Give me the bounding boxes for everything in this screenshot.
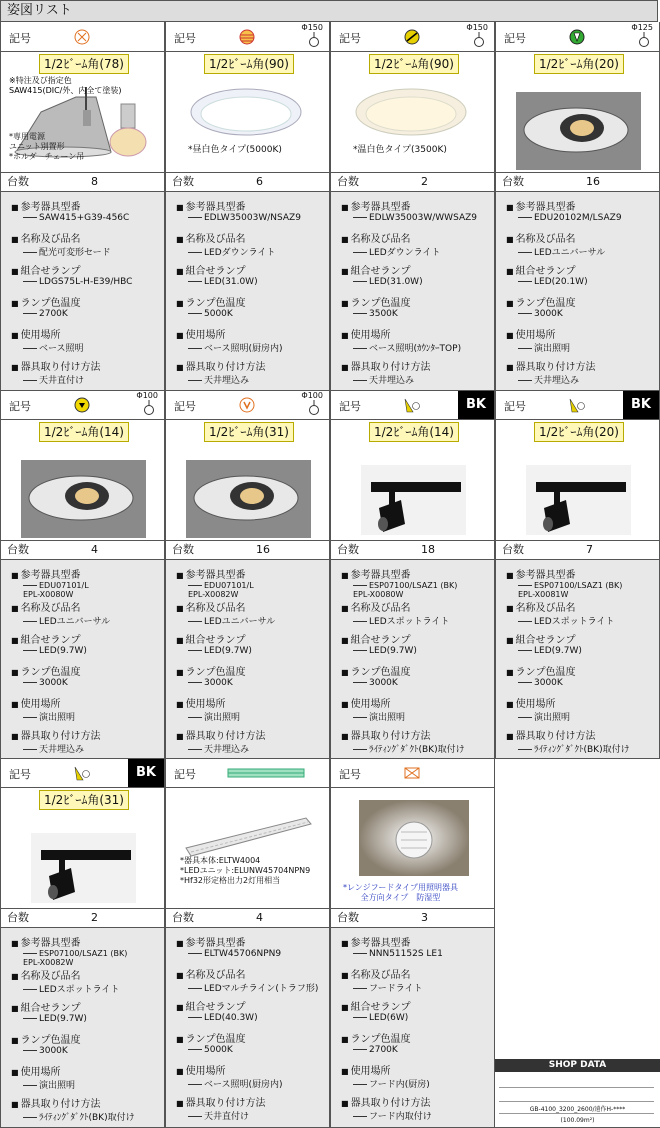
spec-list xyxy=(331,928,494,1128)
spec-list xyxy=(496,192,659,390)
spec-heading: ■ 名称及び品名 xyxy=(176,230,246,245)
spec-value: ESP07100/LSAZ1 (BK) EPL-X0081W xyxy=(518,581,623,599)
spec-heading: ■ 組合せランプ xyxy=(11,262,81,277)
spec-heading: ■ 組合せランプ xyxy=(11,999,81,1014)
spec-value: ﾗｲﾃｨﾝｸﾞﾀﾞｸﾄ(BK)取付け xyxy=(23,1110,135,1123)
spec-value: LED(9.7W) xyxy=(188,646,252,656)
count-label: 台数 xyxy=(502,543,524,556)
fixture-header xyxy=(1,758,164,788)
spec-value: LED(20.1W) xyxy=(518,277,588,287)
spotlight-symbol-icon xyxy=(568,396,586,414)
spec-heading: ■ 参考器具型番 xyxy=(11,934,81,949)
spec-value: EDU07101/L EPL-X0082W xyxy=(188,581,254,599)
spec-heading: ■ 組合せランプ xyxy=(506,262,576,277)
fixture-caption: *昼白色タイプ(5000K) xyxy=(188,145,282,155)
spec-value: LED(9.7W) xyxy=(353,646,417,656)
fixture-cell xyxy=(0,390,165,758)
downlight-5000k-symbol-icon xyxy=(238,28,256,46)
fixture-note: ※特注及び指定色 SAW415(DIC/外、内全て塗装) xyxy=(9,76,122,95)
fixture-cell xyxy=(165,758,330,1128)
fixture-note-secondary: *専用電源 ユニット別置形 *ホルダ チェーン吊 xyxy=(9,132,85,161)
spec-list xyxy=(331,560,494,758)
spec-value: ESP07100/LSAZ1 (BK) EPL-X0082W xyxy=(23,949,128,967)
symbol-label: 記号 xyxy=(339,768,361,781)
row-divider xyxy=(0,758,660,759)
fixture-image xyxy=(166,788,329,908)
pendant-icon xyxy=(472,32,486,48)
count-row xyxy=(1,540,164,560)
beam-angle-label: 1/2ﾋﾞｰﾑ角(78) xyxy=(39,54,129,74)
symbol-label: 記号 xyxy=(9,400,31,413)
spec-value: 演出照明 xyxy=(518,341,570,354)
spec-heading: ■ 組合せランプ xyxy=(176,262,246,277)
spec-heading: ■ 使用場所 xyxy=(341,695,391,710)
spec-list xyxy=(166,928,329,1128)
black-finish-badge: BK xyxy=(128,758,164,787)
spec-heading: ■ 参考器具型番 xyxy=(341,198,411,213)
spec-value: LED(9.7W) xyxy=(23,646,87,656)
spec-value: 3000K xyxy=(353,678,398,688)
spec-heading: ■ 参考器具型番 xyxy=(341,566,411,581)
spec-heading: ■ 参考器具型番 xyxy=(11,566,81,581)
fixture-note: *器具本体:ELTW4004 *LEDユニット:ELUNW45704NPN9 *Hf32形定格出力2灯用相当 xyxy=(180,856,311,885)
spec-value: LED(31.0W) xyxy=(353,277,423,287)
spec-heading: ■ 組合せランプ xyxy=(176,998,246,1013)
beam-angle-label: 1/2ﾋﾞｰﾑ角(14) xyxy=(369,422,459,442)
downlight-3500k-symbol-icon xyxy=(403,28,421,46)
page-title: 姿図リスト xyxy=(0,0,658,22)
fixture-cell xyxy=(495,390,660,758)
pendant-icon xyxy=(142,400,156,416)
count-label: 台数 xyxy=(337,911,359,924)
spec-heading: ■ 名称及び品名 xyxy=(341,599,411,614)
beam-angle-label: 1/2ﾋﾞｰﾑ角(20) xyxy=(534,54,624,74)
spec-value: LEDダウンライト xyxy=(353,245,440,258)
spec-value: EDLW35003W/NSAZ9 xyxy=(188,213,301,223)
spec-heading: ■ 器具取り付け方法 xyxy=(341,1094,431,1109)
symbol-label: 記号 xyxy=(339,32,361,45)
spec-value: LEDユニバーサル xyxy=(518,245,605,258)
diameter-label: Φ125 xyxy=(631,23,653,32)
spec-value: 3000K xyxy=(23,1046,68,1056)
beam-angle-label: 1/2ﾋﾞｰﾑ角(20) xyxy=(534,422,624,442)
spec-list xyxy=(166,560,329,758)
spec-heading: ■ 使用場所 xyxy=(506,695,556,710)
spec-value: 5000K xyxy=(188,309,233,319)
spec-heading: ■ 名称及び品名 xyxy=(176,966,246,981)
shop-plan-code: GB-4100_3200_2600/遠作H-**** xyxy=(529,1106,626,1113)
spec-value: 3000K xyxy=(188,678,233,688)
symbol-label: 記号 xyxy=(504,32,526,45)
count-row xyxy=(166,172,329,192)
diameter-label: Φ100 xyxy=(301,391,323,400)
spec-heading: ■ ランプ色温度 xyxy=(341,294,411,309)
spec-value: ベース照明(ｶｳﾝﾀｰTOP) xyxy=(353,341,461,354)
spec-value: SAW415+G39-456C xyxy=(23,213,129,223)
count-value: 7 xyxy=(586,543,593,556)
pendant-icon xyxy=(307,32,321,48)
count-label: 台数 xyxy=(172,911,194,924)
spec-value: 配光可変形セード xyxy=(23,245,111,258)
spec-heading: ■ 参考器具型番 xyxy=(176,566,246,581)
spec-value: LDGS75L-H-E39/HBC xyxy=(23,277,132,287)
fixture-header xyxy=(496,390,659,420)
spec-heading: ■ ランプ色温度 xyxy=(11,1031,81,1046)
symbol-label: 記号 xyxy=(9,768,31,781)
spec-heading: ■ 使用場所 xyxy=(341,326,391,341)
spec-value: ベース照明(厨房内) xyxy=(188,1077,283,1090)
count-row xyxy=(166,908,329,928)
spec-heading: ■ 名称及び品名 xyxy=(11,230,81,245)
spec-heading: ■ 使用場所 xyxy=(176,1062,226,1077)
spec-heading: ■ 器具取り付け方法 xyxy=(176,358,266,373)
count-row xyxy=(496,540,659,560)
spec-heading: ■ 器具取り付け方法 xyxy=(341,727,431,742)
spec-value: LEDマルチライン(トラフ形) xyxy=(188,981,318,994)
universal-31-symbol-icon xyxy=(238,396,256,414)
spec-heading: ■ 組合せランプ xyxy=(11,631,81,646)
spec-value: LEDスポットライト xyxy=(23,982,119,995)
count-label: 台数 xyxy=(172,543,194,556)
spec-value: NNN51152S LE1 xyxy=(353,949,443,959)
black-finish-badge: BK xyxy=(623,390,659,419)
spec-value: 5000K xyxy=(188,1045,233,1055)
fixture-header xyxy=(331,22,494,52)
spec-heading: ■ 器具取り付け方法 xyxy=(341,358,431,373)
count-row xyxy=(331,540,494,560)
spec-heading: ■ 使用場所 xyxy=(341,1062,391,1077)
row-divider xyxy=(0,390,660,391)
fixture-header xyxy=(166,390,329,420)
count-value: 8 xyxy=(91,175,98,188)
spec-heading: ■ 名称及び品名 xyxy=(176,599,246,614)
spec-value: LEDユニバーサル xyxy=(188,614,275,627)
spec-value: LED(9.7W) xyxy=(23,1014,87,1024)
fixture-caption: *温白色タイプ(3500K) xyxy=(353,145,447,155)
fixture-cell xyxy=(165,22,330,390)
spec-value: ﾗｲﾃｨﾝｸﾞﾀﾞｸﾄ(BK)取付け xyxy=(518,742,630,755)
shop-divider xyxy=(499,1113,654,1114)
spec-value: 天井直付け xyxy=(188,1109,249,1122)
spec-value: フード内取付け xyxy=(353,1109,432,1122)
spec-heading: ■ ランプ色温度 xyxy=(11,294,81,309)
spec-list xyxy=(496,560,659,758)
fixture-cell xyxy=(495,22,660,390)
count-value: 2 xyxy=(91,911,98,924)
count-value: 16 xyxy=(586,175,600,188)
fixture-cell xyxy=(0,22,165,390)
spec-value: 3000K xyxy=(518,678,563,688)
spec-value: LEDダウンライト xyxy=(188,245,275,258)
spec-heading: ■ 組合せランプ xyxy=(176,631,246,646)
count-label: 台数 xyxy=(172,175,194,188)
count-row xyxy=(496,172,659,192)
spec-heading: ■ ランプ色温度 xyxy=(11,663,81,678)
shop-area: (100.09m²) xyxy=(560,1117,595,1124)
spec-heading: ■ 器具取り付け方法 xyxy=(176,727,266,742)
spotlight-symbol-icon xyxy=(403,396,421,414)
shop-data-header: SHOP DATA xyxy=(495,1059,660,1072)
spec-value: LED(31.0W) xyxy=(188,277,258,287)
spec-value: 演出照明 xyxy=(188,710,240,723)
spec-heading: ■ ランプ色温度 xyxy=(341,663,411,678)
suspended-lamp-symbol-icon xyxy=(73,28,91,46)
spec-heading: ■ 組合せランプ xyxy=(341,262,411,277)
pendant-icon xyxy=(637,32,651,48)
spec-heading: ■ 名称及び品名 xyxy=(506,599,576,614)
spec-heading: ■ 名称及び品名 xyxy=(11,967,81,982)
spec-value: 3000K xyxy=(23,678,68,688)
spec-heading: ■ ランプ色温度 xyxy=(341,1030,411,1045)
spec-heading: ■ ランプ色温度 xyxy=(506,663,576,678)
spec-heading: ■ 器具取り付け方法 xyxy=(506,727,596,742)
spec-heading: ■ 使用場所 xyxy=(11,695,61,710)
spec-list xyxy=(166,192,329,390)
spec-value: 2700K xyxy=(23,309,68,319)
spec-value: ベース照明 xyxy=(23,341,84,354)
fixture-cell xyxy=(330,22,495,390)
count-row xyxy=(166,540,329,560)
spec-value: 演出照明 xyxy=(23,710,75,723)
spec-heading: ■ 器具取り付け方法 xyxy=(11,358,101,373)
spec-value: フードライト xyxy=(353,981,422,994)
beam-angle-label: 1/2ﾋﾞｰﾑ角(14) xyxy=(39,422,129,442)
spec-value: ﾗｲﾃｨﾝｸﾞﾀﾞｸﾄ(BK)取付け xyxy=(353,742,465,755)
beam-angle-label: 1/2ﾋﾞｰﾑ角(31) xyxy=(39,790,129,810)
spec-heading: ■ 組合せランプ xyxy=(506,631,576,646)
spec-value: EDLW35003W/WWSAZ9 xyxy=(353,213,477,223)
spec-list xyxy=(1,928,164,1128)
fixture-header xyxy=(331,758,494,788)
universal-14-symbol-icon xyxy=(73,396,91,414)
fixture-header xyxy=(166,758,329,788)
spec-heading: ■ 名称及び品名 xyxy=(341,230,411,245)
spec-heading: ■ 器具取り付け方法 xyxy=(506,358,596,373)
spec-heading: ■ 組合せランプ xyxy=(341,631,411,646)
symbol-label: 記号 xyxy=(174,32,196,45)
spec-list xyxy=(331,192,494,390)
spec-heading: ■ 参考器具型番 xyxy=(176,934,246,949)
count-row xyxy=(331,908,494,928)
spec-list xyxy=(1,560,164,758)
spec-heading: ■ 参考器具型番 xyxy=(11,198,81,213)
count-value: 4 xyxy=(256,911,263,924)
fixture-cell xyxy=(0,758,165,1128)
spec-value: 2700K xyxy=(353,1045,398,1055)
spec-heading: ■ 名称及び品名 xyxy=(11,599,81,614)
symbol-label: 記号 xyxy=(9,32,31,45)
count-label: 台数 xyxy=(7,911,29,924)
trough-light-symbol-icon xyxy=(226,764,306,782)
fixture-caption: *レンジフードタイプ用照明器具 全方向タイプ 防湿型 xyxy=(343,883,458,902)
spec-value: 演出照明 xyxy=(353,710,405,723)
symbol-label: 記号 xyxy=(174,400,196,413)
spec-heading: ■ 使用場所 xyxy=(11,326,61,341)
count-value: 16 xyxy=(256,543,270,556)
shop-divider xyxy=(499,1087,654,1088)
spec-value: 天井埋込み xyxy=(188,742,249,755)
spec-heading: ■ 使用場所 xyxy=(176,326,226,341)
fixture-header xyxy=(1,22,164,52)
symbol-label: 記号 xyxy=(339,400,361,413)
beam-angle-label: 1/2ﾋﾞｰﾑ角(90) xyxy=(204,54,294,74)
symbol-label: 記号 xyxy=(504,400,526,413)
spotlight-symbol-icon xyxy=(73,764,91,782)
spec-value: 3000K xyxy=(518,309,563,319)
pendant-icon xyxy=(307,400,321,416)
spec-heading: ■ 参考器具型番 xyxy=(341,934,411,949)
spec-heading: ■ ランプ色温度 xyxy=(176,294,246,309)
count-value: 3 xyxy=(421,911,428,924)
spec-value: ELTW45706NPN9 xyxy=(188,949,281,959)
count-label: 台数 xyxy=(7,175,29,188)
spec-value: LED(9.7W) xyxy=(518,646,582,656)
spec-value: 天井直付け xyxy=(23,373,84,386)
shop-data-box xyxy=(494,1059,660,1128)
spec-value: EDU07101/L EPL-X0080W xyxy=(23,581,89,599)
count-value: 18 xyxy=(421,543,435,556)
count-value: 2 xyxy=(421,175,428,188)
beam-angle-label: 1/2ﾋﾞｰﾑ角(31) xyxy=(204,422,294,442)
spec-heading: ■ 参考器具型番 xyxy=(176,198,246,213)
fixture-header xyxy=(166,22,329,52)
count-label: 台数 xyxy=(7,543,29,556)
count-label: 台数 xyxy=(502,175,524,188)
spec-value: 3500K xyxy=(353,309,398,319)
spec-value: LEDスポットライト xyxy=(353,614,449,627)
spec-value: LED(40.3W) xyxy=(188,1013,258,1023)
spec-heading: ■ 名称及び品名 xyxy=(506,230,576,245)
spec-value: 天井埋込み xyxy=(23,742,84,755)
universal-20w-symbol-icon xyxy=(568,28,586,46)
fixture-cell xyxy=(330,390,495,758)
fixture-cell xyxy=(165,390,330,758)
spec-heading: ■ 使用場所 xyxy=(176,695,226,710)
spec-heading: ■ ランプ色温度 xyxy=(176,1030,246,1045)
fixture-cell xyxy=(330,758,495,1128)
spec-value: EDU20102M/LSAZ9 xyxy=(518,213,622,223)
spec-value: ESP07100/LSAZ1 (BK) EPL-X0080W xyxy=(353,581,458,599)
spec-value: LED(6W) xyxy=(353,1013,408,1023)
spec-heading: ■ 参考器具型番 xyxy=(506,566,576,581)
spec-heading: ■ 名称及び品名 xyxy=(341,966,411,981)
spec-heading: ■ ランプ色温度 xyxy=(176,663,246,678)
diameter-label: Φ150 xyxy=(466,23,488,32)
spec-heading: ■ 器具取り付け方法 xyxy=(176,1094,266,1109)
spec-heading: ■ 使用場所 xyxy=(11,1063,61,1078)
spec-heading: ■ ランプ色温度 xyxy=(506,294,576,309)
spec-list xyxy=(1,192,164,390)
spec-value: フード内(厨房) xyxy=(353,1077,430,1090)
spec-heading: ■ 組合せランプ xyxy=(341,998,411,1013)
spec-heading: ■ 器具取り付け方法 xyxy=(11,1095,101,1110)
count-row xyxy=(1,172,164,192)
count-value: 6 xyxy=(256,175,263,188)
spec-heading: ■ 参考器具型番 xyxy=(506,198,576,213)
count-row xyxy=(331,172,494,192)
spec-value: 天井埋込み xyxy=(353,373,414,386)
fixture-header xyxy=(1,390,164,420)
diameter-label: Φ100 xyxy=(136,391,158,400)
fixture-header xyxy=(331,390,494,420)
hood-light-symbol-icon xyxy=(403,764,421,782)
symbol-label: 記号 xyxy=(174,768,196,781)
shop-divider xyxy=(499,1101,654,1102)
count-label: 台数 xyxy=(337,543,359,556)
black-finish-badge: BK xyxy=(458,390,494,419)
fixture-header xyxy=(496,22,659,52)
count-row xyxy=(1,908,164,928)
spec-heading: ■ 器具取り付け方法 xyxy=(11,727,101,742)
diameter-label: Φ150 xyxy=(301,23,323,32)
spec-value: 演出照明 xyxy=(23,1078,75,1091)
beam-angle-label: 1/2ﾋﾞｰﾑ角(90) xyxy=(369,54,459,74)
spec-value: LEDユニバーサル xyxy=(23,614,110,627)
spec-value: 演出照明 xyxy=(518,710,570,723)
spec-value: ベース照明(厨房内) xyxy=(188,341,283,354)
count-label: 台数 xyxy=(337,175,359,188)
spec-value: 天井埋込み xyxy=(188,373,249,386)
spec-value: 天井埋込み xyxy=(518,373,579,386)
spec-value: LEDスポットライト xyxy=(518,614,614,627)
spec-heading: ■ 使用場所 xyxy=(506,326,556,341)
count-value: 4 xyxy=(91,543,98,556)
